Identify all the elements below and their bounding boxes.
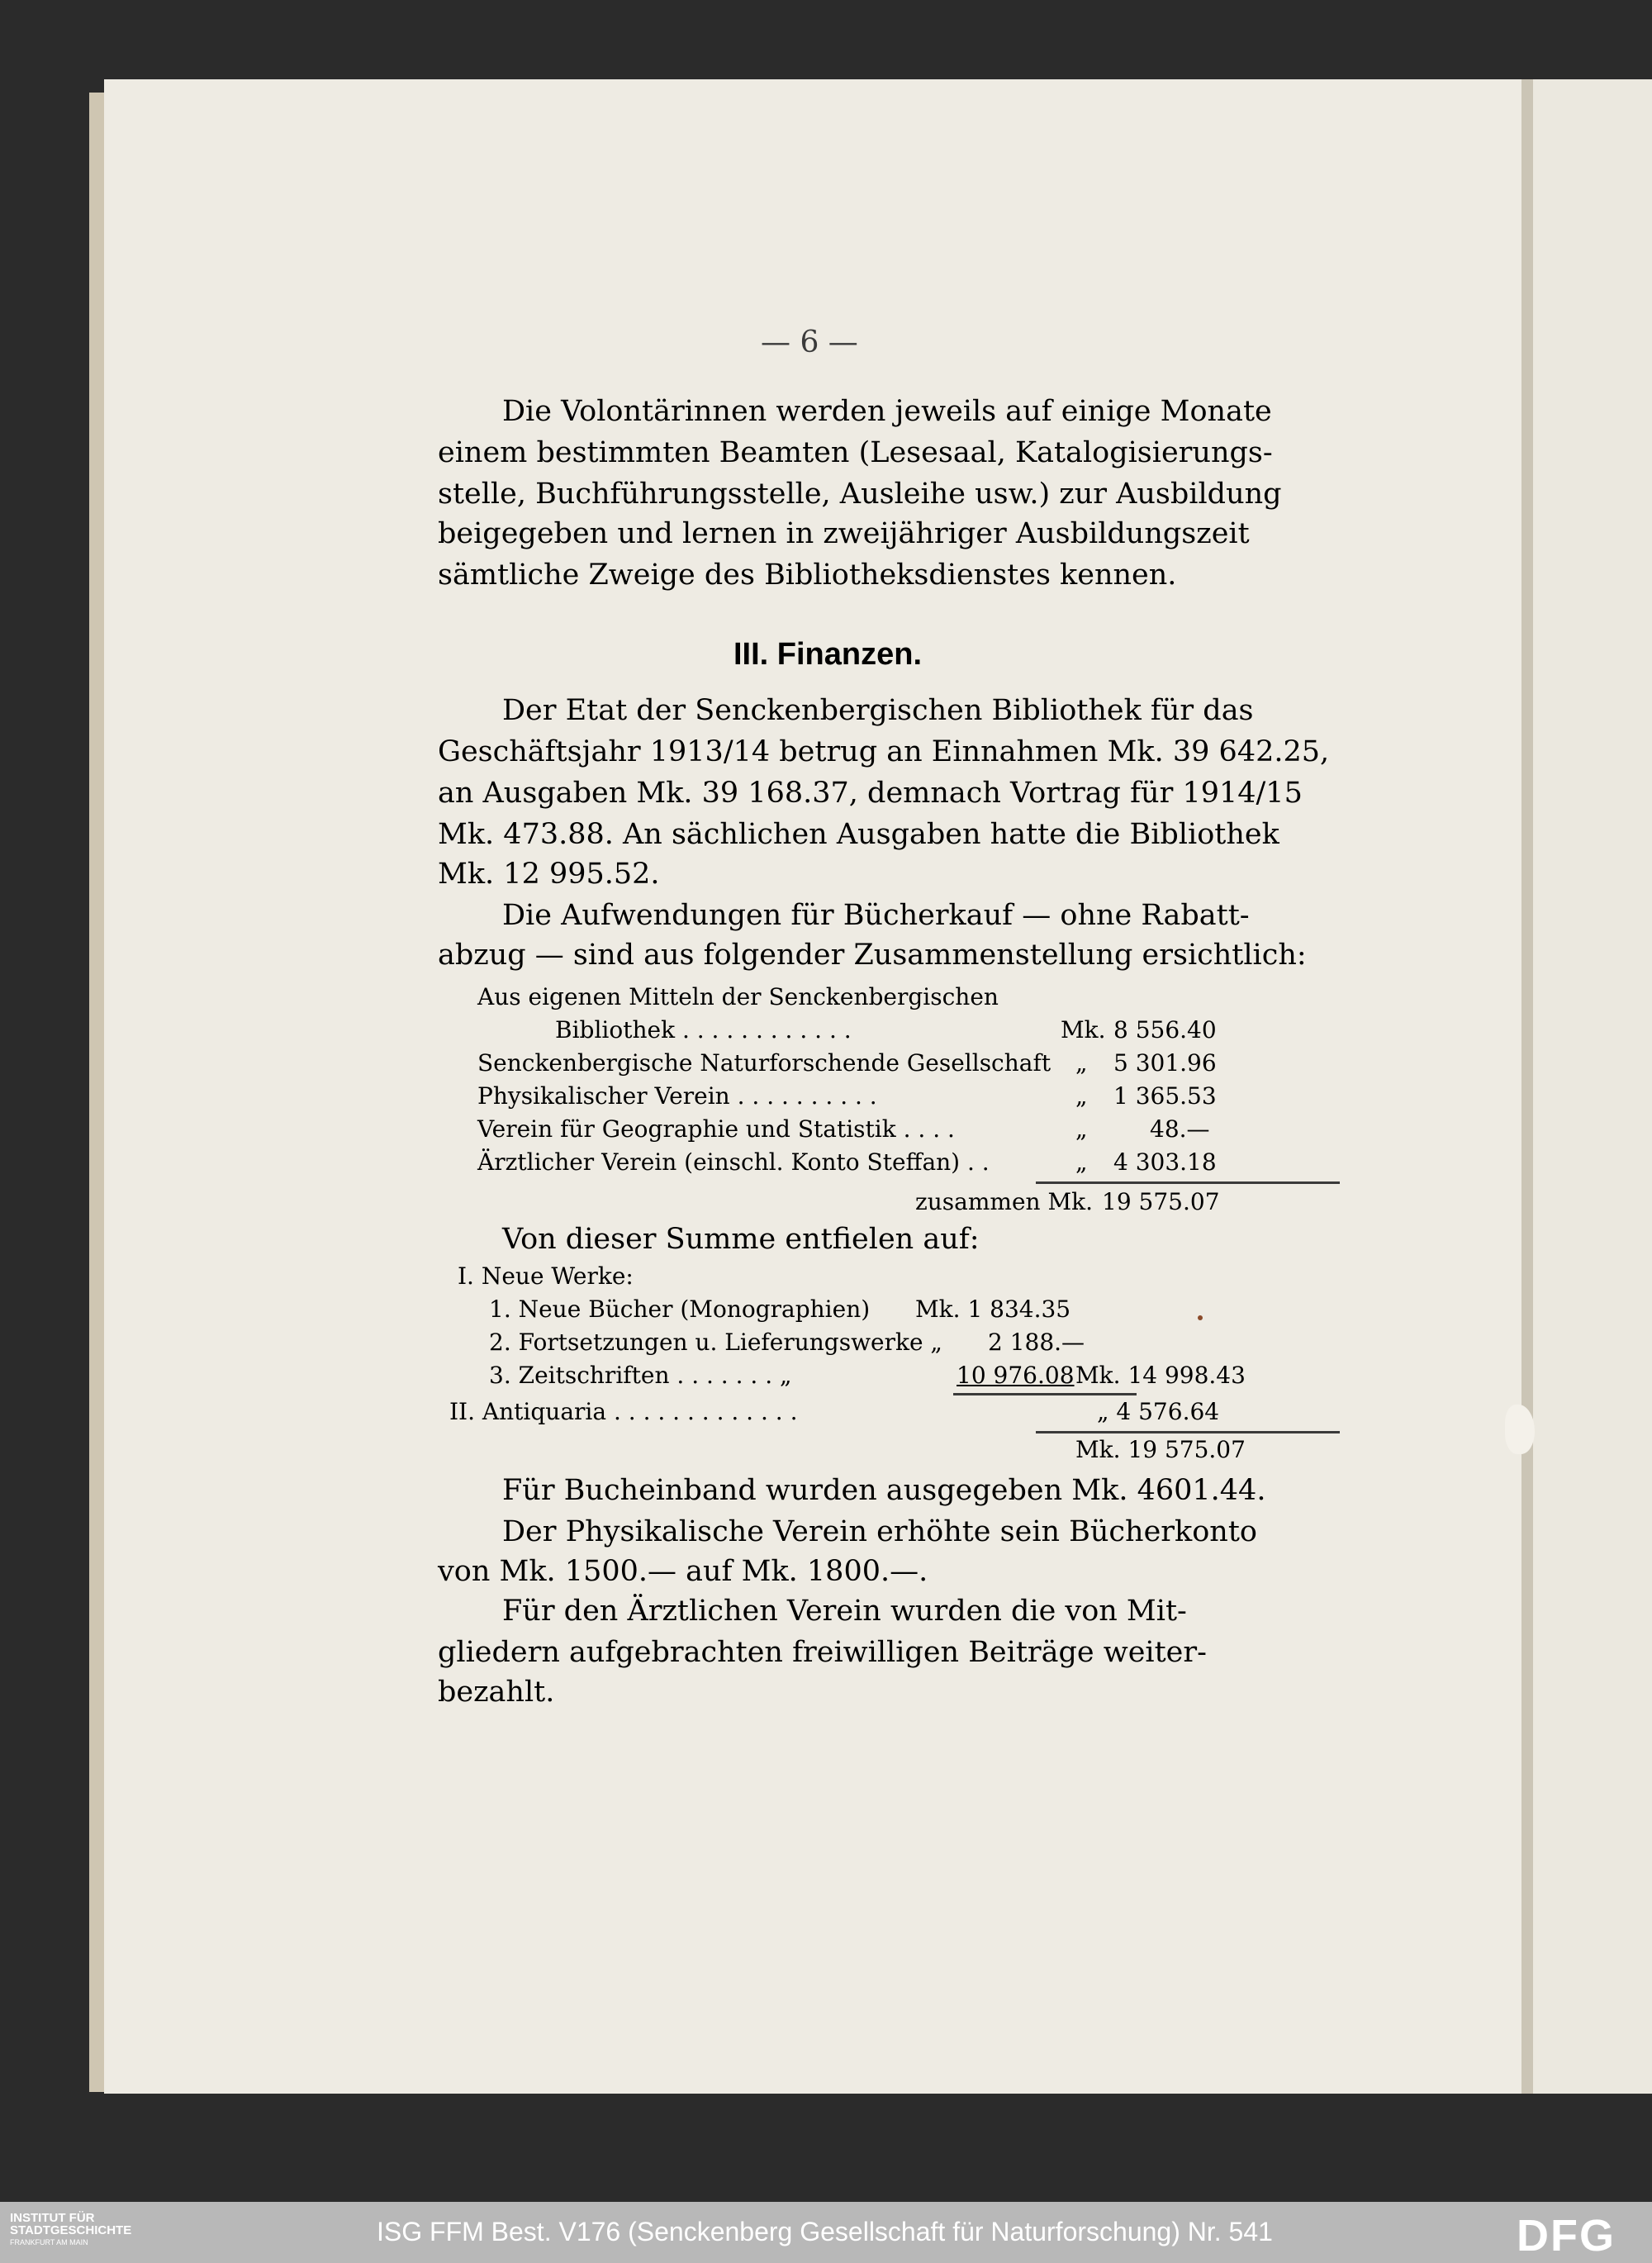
footer-bar: [0, 2202, 1652, 2263]
table1-sym: „: [1075, 1049, 1088, 1077]
intro-line: einem bestimmten Beamten (Lesesaal, Katalogisierungs-: [438, 436, 1273, 469]
closing-line: Der Physikalische Verein erhöhte sein Bücherkonto: [502, 1515, 1257, 1548]
table2-item-label: 2. Fortsetzungen u. Lieferungswerke „: [489, 1329, 942, 1356]
table2-subtotal: Mk. 14 998.43: [1075, 1362, 1246, 1389]
table1-amount: 1 365.53: [1113, 1082, 1217, 1110]
archive-caption: ISG FFM Best. V176 (Senckenberg Gesellschaft für Naturforschung) Nr. 541: [377, 2217, 1273, 2246]
right-sheet: [1520, 79, 1652, 2094]
intro-line: beigegeben und lernen in zweijähriger Ausbildungszeit: [438, 517, 1250, 550]
section-heading: III. Finanzen.: [733, 637, 923, 672]
finance-line: Mk. 12 995.52.: [438, 858, 660, 891]
table1-label: Bibliothek . . . . . . . . . . . .: [555, 1016, 852, 1044]
table1-sym: Mk.: [1061, 1016, 1106, 1044]
table1-label: Verein für Geographie und Statistik . . . .: [477, 1115, 955, 1143]
table1-amount: 48.—: [1150, 1115, 1210, 1143]
table2-item-amount: 2 188.—: [988, 1329, 1085, 1356]
table2-group: I. Neue Werke:: [458, 1262, 634, 1290]
intro-line: stelle, Buchführungsstelle, Ausleihe usw.) zur Ausbildung: [438, 478, 1282, 511]
table1-amount: 4 303.18: [1113, 1148, 1217, 1176]
closing-line: Für Bucheinband wurden ausgegeben Mk. 4601.44.: [502, 1474, 1266, 1507]
split-heading: Von dieser Summe entfielen auf:: [502, 1223, 980, 1256]
table1-sum-rule: [1036, 1181, 1340, 1184]
table1-sym: „: [1075, 1148, 1088, 1176]
table1-label: Senckenbergische Naturforschende Gesellschaft: [477, 1049, 1051, 1077]
table1-sym: „: [1075, 1082, 1088, 1110]
institution-line: STADTGESCHICHTE: [10, 2223, 132, 2237]
expense-line: abzug — sind aus folgender Zusammenstellung ersichtlich:: [438, 939, 1307, 972]
intro-line: sämtliche Zweige des Bibliotheksdienstes kennen.: [438, 559, 1177, 592]
table1-total-amount: 19 575.07: [1102, 1188, 1220, 1215]
table1-sym: „: [1075, 1115, 1088, 1143]
table1-amount: 5 301.96: [1113, 1049, 1217, 1077]
finance-line: Mk. 473.88. An sächlichen Ausgaben hatte die Bibliothek: [438, 818, 1279, 851]
finance-line: Der Etat der Senckenbergischen Bibliothek für das: [502, 694, 1254, 727]
table2-item-amount: Mk. 1 834.35: [915, 1296, 1071, 1323]
table2-item-label: 3. Zeitschriften . . . . . . . „: [489, 1362, 792, 1389]
document-page: [104, 79, 1521, 2094]
table1-total-label: zusammen Mk.: [915, 1188, 1093, 1215]
institution-line: FRANKFURT AM MAIN: [10, 2238, 88, 2246]
table2-group: II. Antiquaria . . . . . . . . . . . . .: [449, 1398, 798, 1425]
finance-line: an Ausgaben Mk. 39 168.37, demnach Vortrag für 1914/15: [438, 777, 1303, 810]
table2-item-label: 1. Neue Bücher (Monographien): [489, 1296, 871, 1323]
closing-line: von Mk. 1500.— auf Mk. 1800.—.: [438, 1555, 928, 1588]
page-number: — 6 —: [761, 326, 858, 359]
institution-logo: [10, 2212, 131, 2249]
table1-label: Aus eigenen Mitteln der Senckenbergischen: [477, 983, 999, 1010]
table2-item-amount: 10 976.08: [957, 1362, 1075, 1389]
expense-line: Die Aufwendungen für Bücherkauf — ohne Rabatt-: [502, 899, 1250, 932]
ink-speck: [1198, 1315, 1203, 1320]
spine-shadow: [1520, 79, 1533, 2094]
table2-sum-rule: [1036, 1431, 1340, 1433]
table2-group2-amount: „ 4 576.64: [1097, 1398, 1220, 1425]
table2-subtotal-rule: [953, 1393, 1137, 1395]
finance-line: Geschäftsjahr 1913/14 betrug an Einnahmen Mk. 39 642.25,: [438, 735, 1330, 768]
table1-label: Physikalischer Verein . . . . . . . . . .: [477, 1082, 877, 1110]
table1-amount: 8 556.40: [1113, 1016, 1217, 1044]
intro-line: Die Volontärinnen werden jeweils auf einige Monate: [502, 395, 1272, 428]
closing-line: gliedern aufgebrachten freiwilligen Beiträge weiter-: [438, 1636, 1207, 1669]
table2-total: Mk. 19 575.07: [1075, 1436, 1246, 1463]
institution-line: INSTITUT FÜR: [10, 2211, 95, 2225]
closing-line: Für den Ärztlichen Verein wurden die von Mit-: [502, 1595, 1187, 1628]
closing-line: bezahlt.: [438, 1676, 555, 1709]
dfg-logo: DFG: [1517, 2211, 1616, 2261]
table1-label: Ärztlicher Verein (einschl. Konto Steffan) . .: [477, 1148, 990, 1176]
